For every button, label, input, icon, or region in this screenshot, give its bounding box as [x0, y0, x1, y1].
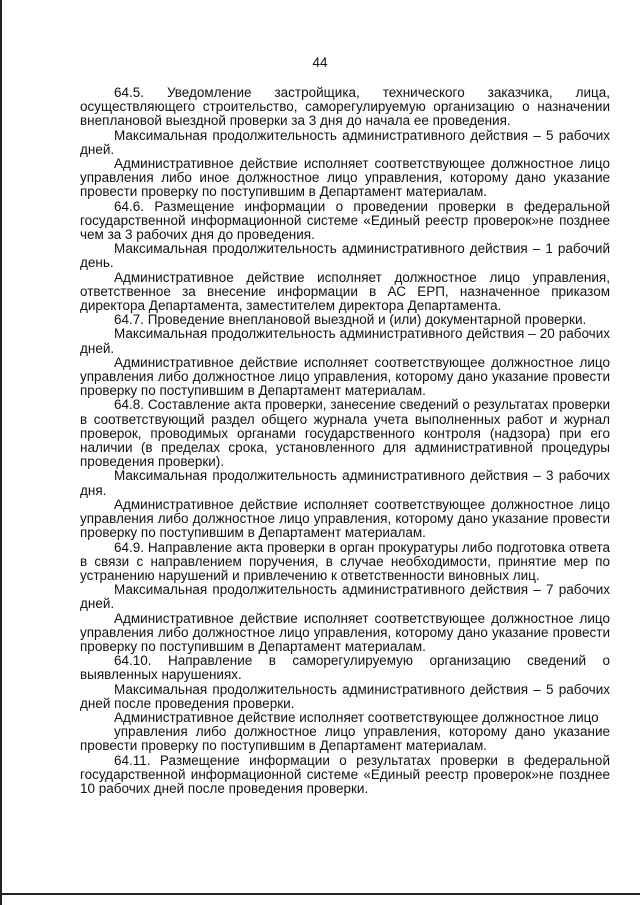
paragraph: Административное действие исполняет соответствующее должностное лицо управления либо иное должностное лицо управления, которому дано указание провести проверку по поступившим в Департамент материалам. — [80, 156, 610, 200]
paragraph: Максимальная продолжительность административного действия – 5 рабочих дней после проведения проверки. — [80, 681, 610, 711]
paragraph: управления либо должностное лицо управления, которому дано указание провести проверку по поступившим в Департамент материалам. — [80, 724, 610, 754]
paragraph: 64.11. Размещение информации о результатах проверки в федеральной государственной информационной системе «Единый реестр проверок»не позднее 10 рабочих дней после проведения проверки. — [80, 752, 610, 796]
paragraph: 64.8. Составление акта проверки, занесение сведений о результатах проверки в соответствующий раздел общего журнала учета выполненных работ и журнал проверок, проводимых органами государственного контроля (надзора) при его наличии (в пределах срока, установленного для административной процедуры проведения проверки). — [80, 397, 610, 470]
scan-border-left — [0, 0, 2, 905]
paragraph: Максимальная продолжительность административного действия – 7 рабочих дней. — [80, 582, 610, 612]
paragraph: 64.6. Размещение информации о проведении проверки в федеральной государственной информационной системе «Единый реестр проверок»не позднее чем за 3 рабочих дня до проведения. — [80, 198, 610, 243]
page-number: 44 — [312, 55, 328, 70]
paragraph: Максимальная продолжительность административного действия – 5 рабочих дней. — [80, 127, 610, 157]
paragraph: Административное действие исполняет должностное лицо управления, ответственное за внесение информации в АС ЕРП, назначенное приказом директора Департамента, заместителем директора Департамента. — [80, 269, 610, 314]
paragraph: Административное действие исполняет соответствующее должностное лицо управления либо должностное лицо управления, которому дано указание провести проверку по поступившим в Департамент материалам. — [80, 354, 610, 399]
paragraph: 64.10. Направление в саморегулируемую организацию сведений о выявленных нарушениях. — [80, 653, 610, 683]
paragraph: Максимальная продолжительность административного действия – 1 рабочий день. — [80, 241, 610, 271]
paragraph: Административное действие исполняет соответствующее должностное лицо управления либо должностное лицо управления, которому дано указание провести проверку по поступившим в Департамент материалам. — [80, 496, 610, 541]
document-body — [80, 86, 610, 796]
paragraph: Максимальная продолжительность административного действия – 20 рабочих дней. — [80, 326, 610, 356]
paragraph: 64.5. Уведомление застройщика, технического заказчика, лица, осуществляющего строительство, саморегулируемую организацию о назначении внеплановой выездной проверки за 3 дня до начала ее проведения. — [80, 85, 610, 129]
paragraph: Административное действие исполняет соответствующее должностное лицо управления либо должностное лицо управления, которому дано указание провести проверку по поступившим в Департамент материалам. — [80, 610, 610, 654]
paragraph: 64.9. Направление акта проверки в орган прокуратуры либо подготовка ответа в связи с направлением поручения, в случае необходимости, принятие мер по устранению нарушений и привлечению к ответственности виновных лиц. — [80, 539, 610, 583]
paragraph: 64.7. Проведение внеплановой выездной и (или) документарной проверки. — [114, 312, 587, 328]
scan-border-bottom — [0, 893, 640, 895]
paragraph: Максимальная продолжительность административного действия – 3 рабочих дня. — [80, 468, 610, 498]
paragraph: Административное действие исполняет соответствующее должностное лицо — [114, 709, 599, 725]
